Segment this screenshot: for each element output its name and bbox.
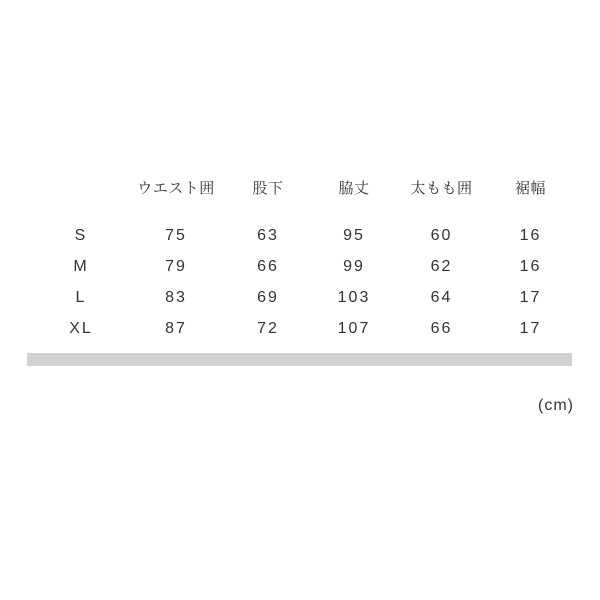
column-header-inseam: 股下 — [252, 180, 284, 197]
unit-label: (cm) — [538, 397, 574, 414]
row-label-l: L — [75, 288, 87, 306]
table-cell: 66 — [430, 319, 453, 337]
table-cell: 99 — [343, 257, 365, 275]
row-label-m: M — [73, 257, 89, 275]
table-cell: 103 — [337, 288, 371, 306]
table-cell: 63 — [257, 226, 279, 244]
table-cell: 66 — [257, 257, 279, 275]
table-row — [35, 282, 575, 313]
table-cell: 72 — [257, 319, 279, 337]
table-row — [35, 220, 575, 251]
column-header-hem-width: 裾幅 — [514, 180, 546, 197]
table-cell: 17 — [519, 319, 542, 337]
column-header-thigh: 太もも囲 — [410, 180, 473, 197]
table-cell: 62 — [430, 257, 453, 275]
table-cell: 64 — [430, 288, 453, 306]
table-cell: 83 — [165, 288, 187, 306]
table-row — [35, 313, 575, 344]
table-cell: 87 — [165, 319, 187, 337]
table-cell: 95 — [343, 226, 365, 244]
table-cell: 16 — [519, 226, 542, 244]
table-cell: 17 — [519, 288, 542, 306]
row-label-s: S — [74, 226, 88, 244]
column-header-side-length: 脇丈 — [338, 180, 370, 197]
table-row — [35, 251, 575, 282]
table-cell: 69 — [257, 288, 279, 306]
size-spec-table — [35, 177, 575, 344]
row-label-xl: XL — [69, 319, 93, 337]
table-header-row — [35, 177, 575, 220]
table-cell: 107 — [337, 319, 371, 337]
table-cell: 16 — [519, 257, 542, 275]
divider-bar — [27, 353, 572, 366]
table-cell: 75 — [165, 226, 187, 244]
column-header-waist: ウエスト囲 — [137, 180, 215, 197]
column-header-size-blank — [35, 177, 127, 220]
table-cell: 79 — [165, 257, 187, 275]
table-cell: 60 — [430, 226, 453, 244]
